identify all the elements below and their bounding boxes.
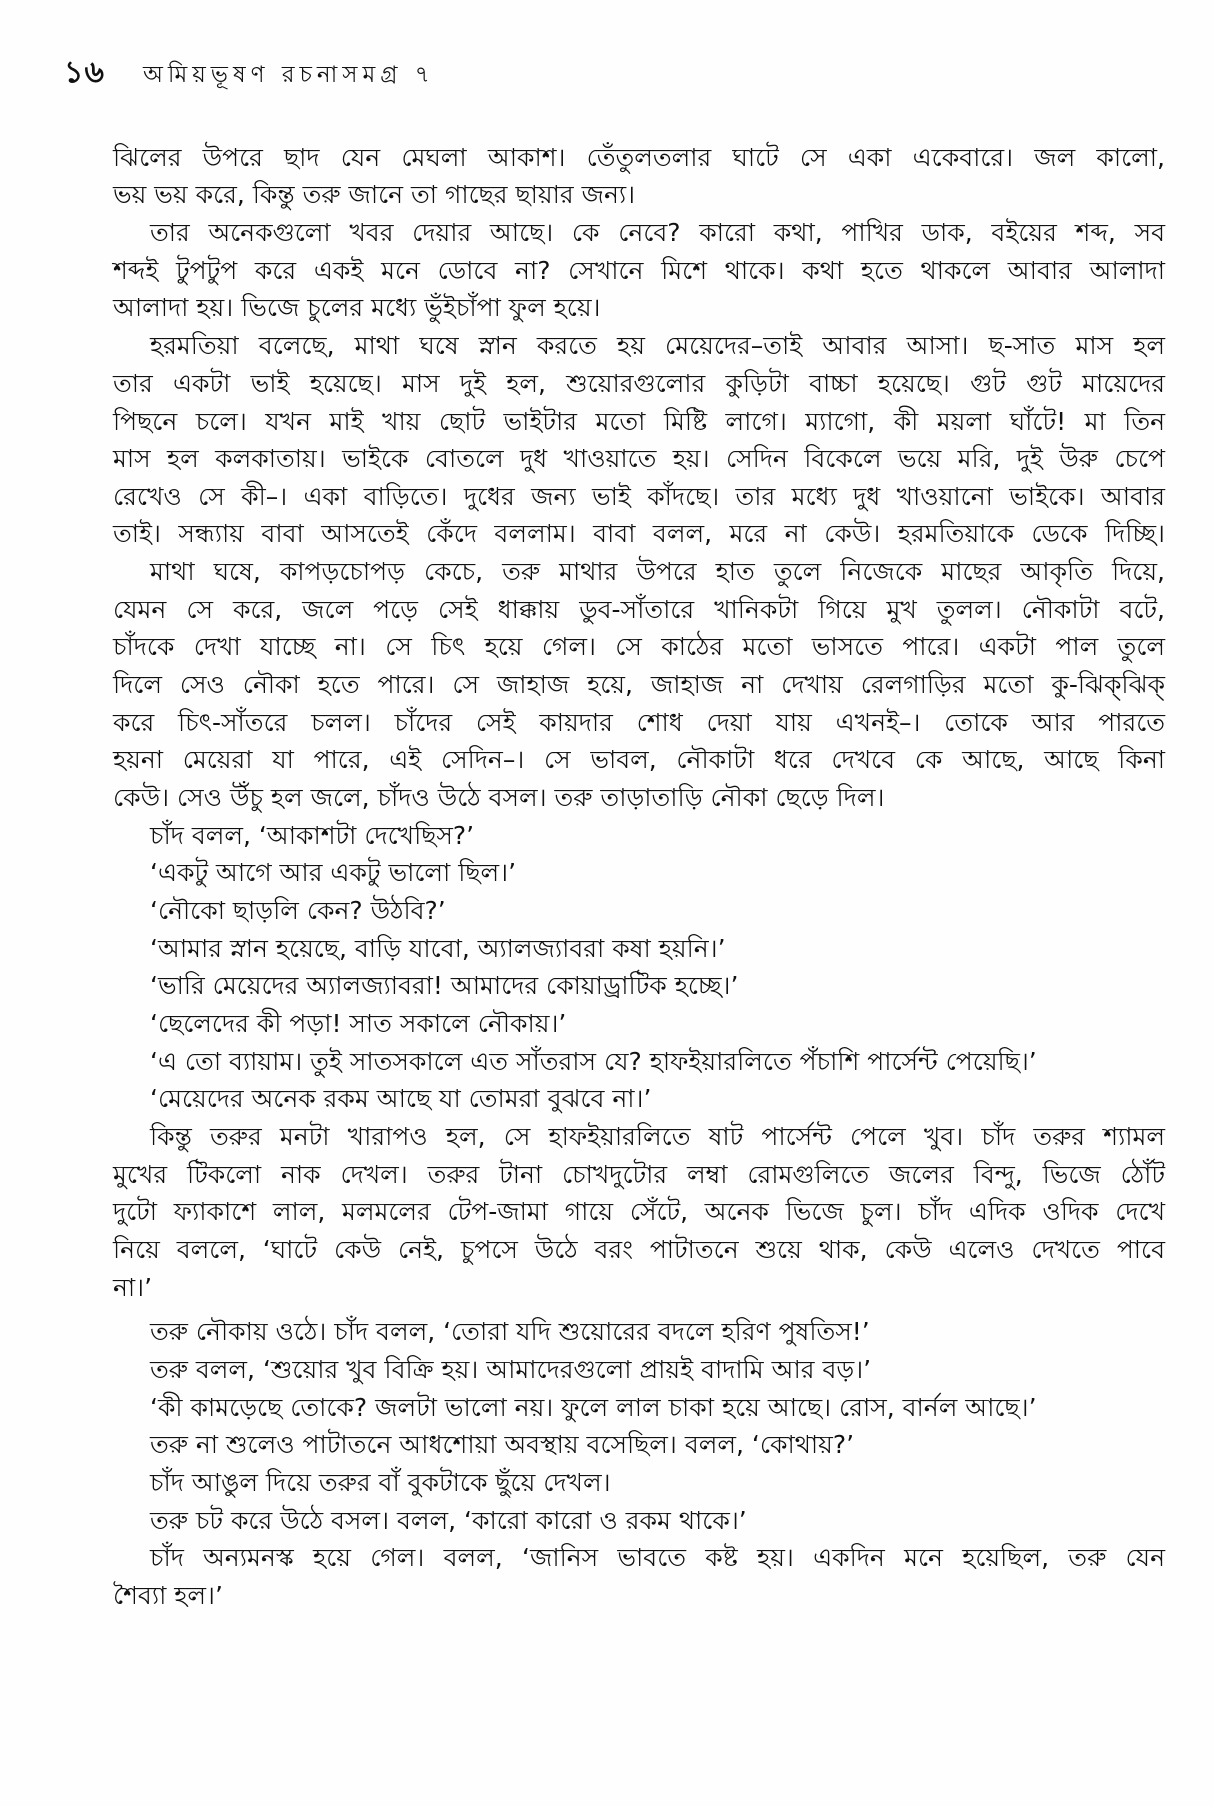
text-line: যেমন সে করে, জলে পড়ে সেই ধাক্কায় ডুব-সাঁতারে খানিকটা গিয়ে মুখ তুলল। নৌকাটা বটে, bbox=[113, 595, 1165, 624]
text-line: ভয় ভয় করে, কিন্তু তরু জানে তা গাছের ছায়ার জন্য। bbox=[113, 180, 636, 209]
text-line: ‘কী কামড়েছে তোকে? জলটা ভালো নয়। ফুলে লাল চাকা হয়ে আছে। রোস, বার্নল আছে।’ bbox=[150, 1393, 1037, 1422]
text-line: মাথা ঘষে, কাপড়চোপড় কেচে, তরু মাথার উপরে হাত তুলে নিজেকে মাছের আকৃতি দিয়ে, bbox=[150, 557, 1165, 586]
text-line: পিছনে চলে। যখন মাই খায় ছোট ভাইটার মতো মিষ্টি লাগে। ম্যাগো, কী ময়লা ঘাঁটে! মা তিন bbox=[113, 407, 1165, 436]
text-line: হরমতিয়া বলেছে, মাথা ঘষে স্নান করতে হয় মেয়েদের–তাই আবার আসা। ছ-সাত মাস হল bbox=[150, 331, 1165, 360]
text-line: তরু চট করে উঠে বসল। বলল, ‘কারো কারো ও রকম থাকে।’ bbox=[150, 1506, 747, 1535]
text-line: করে চিৎ-সাঁতরে চলল। চাঁদের সেই কায়দার শোধ দেয়া যায় এখনই–। তোকে আর পারতে bbox=[113, 708, 1165, 737]
text-line: ‘এ তো ব্যায়াম। তুই সাতসকালে এত সাঁতরাস যে? হাফইয়ারলিতে পঁচাশি পার্সেন্ট পেয়েছি।’ bbox=[150, 1047, 1037, 1076]
text-line: তার অনেকগুলো খবর দেয়ার আছে। কে নেবে? কারো কথা, পাখির ডাক, বইয়ের শব্দ, সব bbox=[150, 218, 1165, 247]
text-line: ঝিলের উপরে ছাদ যেন মেঘলা আকাশ। তেঁতুলতলার ঘাটে সে একা একেবারে। জল কালো, bbox=[113, 143, 1165, 172]
text-line: ‘ছেলেদের কী পড়া! সাত সকালে নৌকায়।’ bbox=[150, 1009, 567, 1038]
text-line: চাঁদকে দেখা যাচ্ছে না। সে চিৎ হয়ে গেল। সে কাঠের মতো ভাসতে পারে। একটা পাল তুলে bbox=[113, 632, 1165, 661]
text-line: ‘নৌকো ছাড়লি কেন? উঠবি?’ bbox=[150, 896, 446, 925]
running-head-title: অমিয়ভূষণ রচনাসমগ্র ৭ bbox=[142, 62, 435, 88]
text-line: চাঁদ বলল, ‘আকাশটা দেখেছিস?’ bbox=[150, 821, 475, 850]
text-line: ‘মেয়েদের অনেক রকম আছে যা তোমরা বুঝবে না।’ bbox=[150, 1084, 652, 1113]
text-line: কেউ। সেও উঁচু হল জলে, চাঁদও উঠে বসল। তরু তাড়াতাড়ি নৌকা ছেড়ে দিল। bbox=[113, 783, 885, 812]
text-line: হয়না মেয়েরা যা পারে, এই সেদিন–। সে ভাবল, নৌকাটা ধরে দেখবে কে আছে, আছে কিনা bbox=[113, 745, 1165, 774]
text-line: শব্দই টুপটুপ করে একই মনে ডোবে না? সেখানে মিশে থাকে। কথা হতে থাকলে আবার আলাদা bbox=[113, 256, 1165, 285]
text-line: দুটো ফ্যাকাশে লাল, মলমলের টেপ-জামা গায়ে সেঁটে, অনেক ভিজে চুল। চাঁদ এদিক ওদিক দেখে bbox=[113, 1197, 1165, 1226]
text-line: তাই। সন্ধ্যায় বাবা আসতেই কেঁদে বললাম। বাবা বলল, মরে না কেউ। হরমতিয়াকে ডেকে দিচ্ছি। bbox=[113, 519, 1165, 548]
text-line: ‘একটু আগে আর একটু ভালো ছিল।’ bbox=[150, 858, 517, 887]
text-line: চাঁদ অন্যমনস্ক হয়ে গেল। বলল, ‘জানিস ভাবতে কষ্ট হয়। একদিন মনে হয়েছিল, তরু যেন bbox=[150, 1543, 1165, 1572]
text-line: মাস হল কলকাতায়। ভাইকে বোতলে দুধ খাওয়াতে হয়। সেদিন বিকেলে ভয়ে মরি, দুই উরু চেপে bbox=[113, 444, 1165, 473]
text-line: দিলে সেও নৌকা হতে পারে। সে জাহাজ হয়ে, জাহাজ না দেখায় রেলগাড়ির মতো কু-ঝিক্‌ঝিক্‌ bbox=[113, 670, 1165, 699]
text-line: চাঁদ আঙুল দিয়ে তরুর বাঁ বুকটাকে ছুঁয়ে দেখল। bbox=[150, 1468, 611, 1497]
text-line: তরু না শুলেও পাটাতনে আধশোয়া অবস্থায় বসেছিল। বলল, ‘কোথায়?’ bbox=[150, 1430, 855, 1459]
text-line: ‘আমার স্নান হয়েছে, বাড়ি যাবো, অ্যালজ্যাবরা কষা হয়নি।’ bbox=[150, 934, 726, 963]
text-line: শৈব্যা হল।’ bbox=[113, 1581, 223, 1610]
text-line: নিয়ে বললে, ‘ঘাটে কেউ নেই, চুপসে উঠে বরং পাটাতনে শুয়ে থাক, কেউ এলেও দেখতে পাবে bbox=[113, 1235, 1165, 1264]
text-line: রেখেও সে কী–। একা বাড়িতে। দুধের জন্য ভাই কাঁদছে। তার মধ্যে দুধ খাওয়ানো ভাইকে। আবার bbox=[113, 482, 1165, 511]
text-line: কিন্তু তরুর মনটা খারাপও হল, সে হাফইয়ারলিতে ষাট পার্সেন্ট পেলে খুব। চাঁদ তরুর শ্যামল bbox=[150, 1122, 1165, 1151]
page-number: ১৬ bbox=[64, 55, 105, 90]
page-header bbox=[64, 48, 435, 88]
text-line: আলাদা হয়। ভিজে চুলের মধ্যে ভুঁইচাঁপা ফুল হয়ে। bbox=[113, 293, 601, 322]
text-line: তরু বলল, ‘শুয়োর খুব বিক্রি হয়। আমাদেরগুলো প্রায়ই বাদামি আর বড়।’ bbox=[150, 1355, 872, 1384]
text-line: তার একটা ভাই হয়েছে। মাস দুই হল, শুয়োরগুলোর কুড়িটা বাচ্চা হয়েছে। গুট গুট মায়েদের bbox=[113, 369, 1165, 398]
text-line: ‘ভারি মেয়েদের অ্যালজ্যাবরা! আমাদের কোয়াড্রাটিক হচ্ছে।’ bbox=[150, 971, 739, 1000]
text-line: না।’ bbox=[113, 1273, 153, 1302]
text-line: তরু নৌকায় ওঠে। চাঁদ বলল, ‘তোরা যদি শুয়োরের বদলে হরিণ পুষতিস!’ bbox=[150, 1317, 870, 1346]
text-line: মুখের টিকলো নাক দেখল। তরুর টানা চোখদুটোর লম্বা রোমগুলিতে জলের বিন্দু, ভিজে ঠোঁট bbox=[113, 1160, 1165, 1189]
